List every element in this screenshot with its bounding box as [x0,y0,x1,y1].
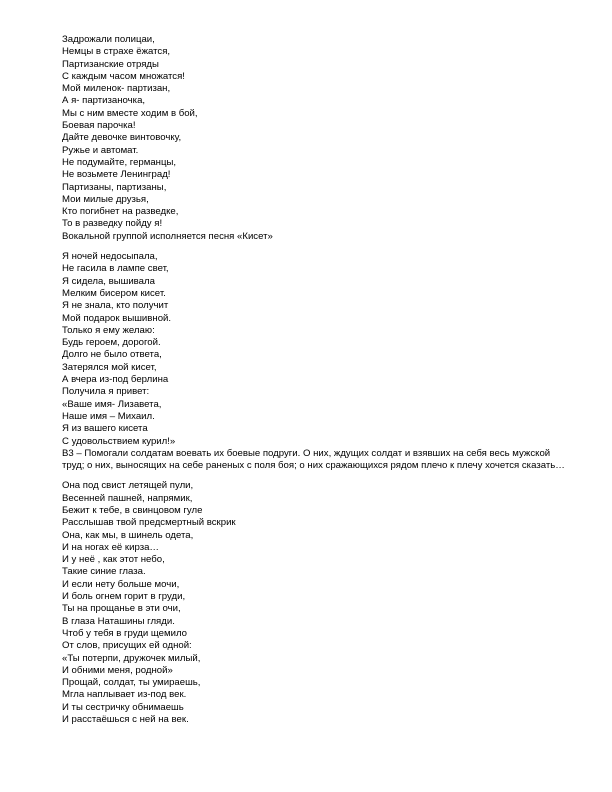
text-line: И обними меня, родной» [62,664,173,676]
text-line: И у неё , как этот небо, [62,554,165,566]
text-line: В3 – Помогали солдатам воевать их боевые подруги. О них, ждущих солдат и взявших на себя весь мужской [62,447,551,459]
text-line: С каждым часом множатся! [62,70,185,82]
text-line: И расстаёшься с ней на век. [62,714,189,726]
text-line: Партизаны, партизаны, [62,181,167,193]
text-line: Расслышав твой предсмертный вскрик [62,517,236,529]
poem-block-3 [62,480,582,726]
text-line: Дайте девочке винтовочку, [62,132,182,144]
text-line: Я сидела, вышивала [62,275,155,287]
text-line: С удовольствием курил!» [62,435,176,447]
text-line: Она, как мы, в шинель одета, [62,529,194,541]
text-line: Ты на прощанье в эти очи, [62,603,181,615]
text-line: Бежит к тебе, в свинцовом гуле [62,504,203,516]
text-line: Мои милые друзья, [62,193,149,205]
text-line: Задрожали полицаи, [62,34,155,45]
text-line: Такие синие глаза. [62,566,146,578]
text-line: А вчера из-под берлина [62,374,169,386]
text-line: труд; о них, выносящих на себе раненых с поля боя; о них сражающихся рядом плечо к плечу хочется сказать… [62,460,565,472]
text-line: Долго не было ответа, [62,349,162,361]
document-body [62,34,582,726]
text-line: Весенней пашней, напрямик, [62,492,193,504]
text-line: И если нету больше мочи, [62,578,180,590]
text-line: Получила я привет: [62,386,150,398]
text-line: Только я ему желаю: [62,324,155,336]
text-line: Боевая парочка! [62,120,136,132]
text-line: От слов, присущих ей одной: [62,640,192,652]
text-line: Будь героем, дорогой. [62,337,161,349]
text-line: Партизанские отряды [62,58,159,70]
text-line: Немцы в страхе ёжатся, [62,46,171,58]
text-line: Не подумайте, германцы, [62,156,177,168]
song-block-2 [62,251,582,472]
poem-block-1 [62,34,582,243]
text-line: И боль огнем горит в груди, [62,591,186,603]
text-line: Кто погибнет на разведке, [62,206,179,218]
text-line: «Ты потерпи, дружочек милый, [62,652,201,664]
text-line: То в разведку пойду я! [62,218,163,230]
text-line: Не возьмете Ленинград! [62,169,171,181]
text-line: Чтоб у тебя в груди щемило [62,627,188,639]
text-line: В глаза Наташины гляди. [62,615,175,627]
text-line: Мы с ним вместе ходим в бой, [62,107,198,119]
text-line: Я из вашего кисета [62,423,148,435]
text-line: Наше имя – Михаил. [62,410,155,422]
text-line: Прощай, солдат, ты умираешь, [62,677,201,689]
text-line: И на ногах её кирза… [62,541,160,553]
text-line: Ружье и автомат. [62,144,139,156]
text-line: Я ночей недосыпала, [62,251,158,263]
text-line: Вокальной группой исполняется песня «Кисет» [62,230,273,242]
text-line: Мгла наплывает из-под век. [62,689,187,701]
text-line: Мелким бисером кисет. [62,287,166,299]
paragraph-gap [62,472,582,480]
paragraph-gap [62,243,582,251]
text-line: «Ваше имя- Лизавета, [62,398,162,410]
text-line: А я- партизаночка, [62,95,146,107]
text-line: Мой подарок вышивной. [62,312,172,324]
text-line: Я не знала, кто получит [62,300,169,312]
text-line: Затерялся мой кисет, [62,361,157,373]
text-line: Не гасила в лампе свет, [62,263,169,275]
text-line: Она под свист летящей пули, [62,480,194,492]
text-line: Мой миленок- партизан, [62,83,171,95]
text-line: И ты сестричку обнимаешь [62,701,184,713]
